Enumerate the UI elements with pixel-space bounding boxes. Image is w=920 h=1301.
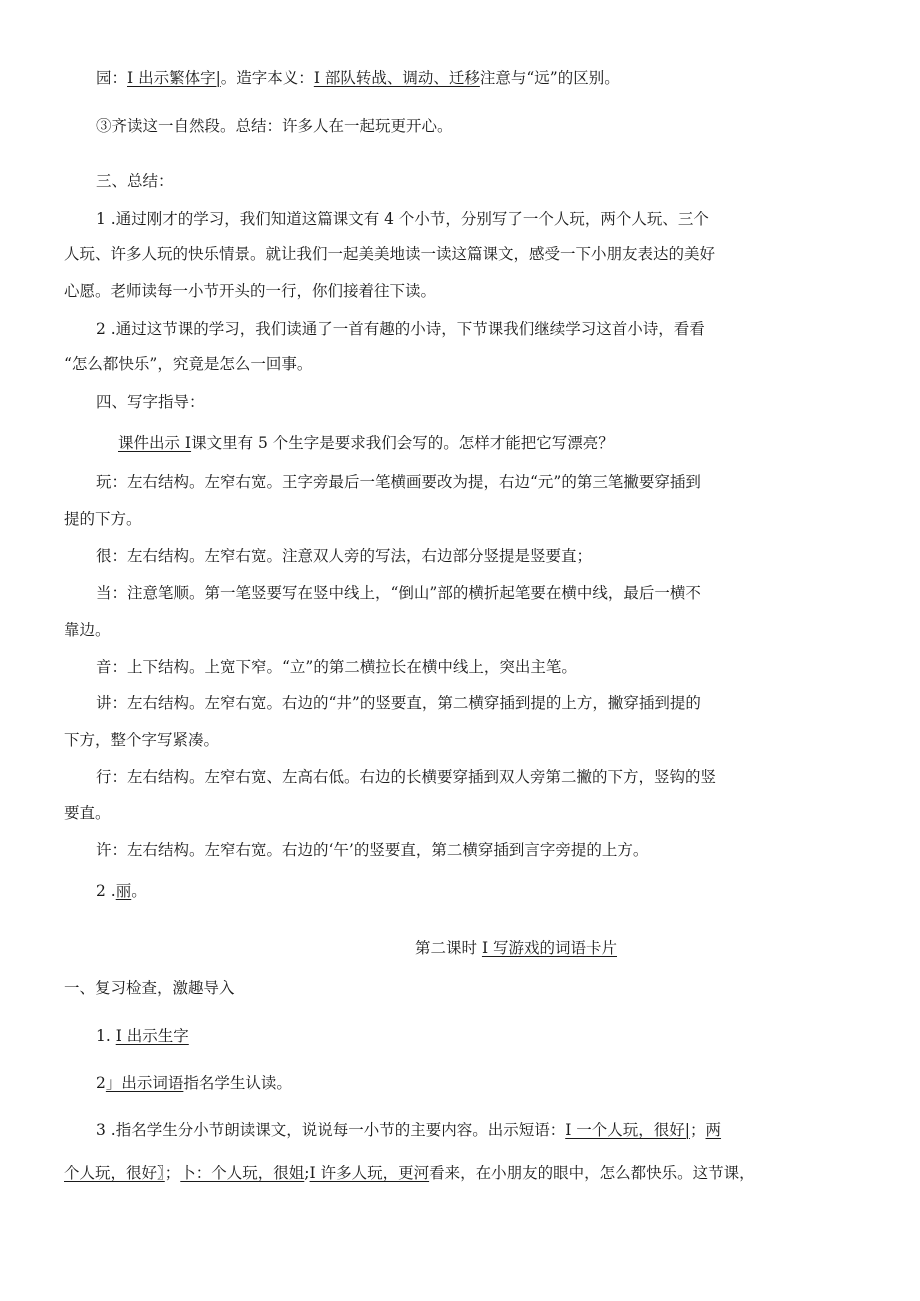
yuan-character-line [96,67,620,89]
courseware-link: I 一个人玩，很好| [565,1121,690,1139]
courseware-link: I 部队转战、调动、迁移 [313,69,480,87]
char-yin-line: 音：上下结构。上宽下窄。“立”的第二横拉长在横中线上，突出主笔。 [96,658,577,676]
courseware-link: I 出示繁体字| [127,69,221,87]
text: 1 .通过刚才的学习，我们知道这篇课文有 4 个小节，分别写了一个人玩，两个人玩、三个 [96,210,709,228]
courseware-link: 个人玩，很好〗 [64,1164,165,1182]
char-dang-line-2: 靠边。 [64,621,111,639]
char-wan-line-2: 提的下方。 [64,510,142,528]
courseware-line [118,432,614,454]
text: ； [164,1164,181,1182]
summary-2-line-2: “怎么都快乐”，究竟是怎么一回事。 [64,355,313,373]
writing-guidance-heading: 四、写字指导： [96,393,205,411]
courseware-link: 卜：个人玩，很姐 [180,1164,305,1182]
lesson-2-item-3-line-1 [96,1119,721,1141]
text: ; [304,1164,310,1182]
text: 注意与“远”的区别。 [479,69,620,87]
summary-2-line-1: 2 .通过这节课的学习，我们读通了一首有趣的小诗，下节课我们继续学习这首小诗，看看 [96,320,705,338]
courseware-link: I 出示生字 [115,1027,189,1045]
text: 2 [96,1074,106,1092]
char-wan-line-1: 玩：左右结构。左窄右宽。王字旁最后一笔横画要改为提，右边“元”的第三笔撇要穿插到 [96,473,701,491]
lesson-2-heading: 一、复习检查，激趣导入 [64,979,235,997]
courseware-link: 两 [705,1121,722,1139]
char-jiang-line-2: 下方，整个字写紧凑。 [64,731,220,749]
summary-1-line-3: 心愿。老师读每一小节开头的一行，你们接着往下读。 [64,282,437,300]
char-xing-line-2: 要直。 [64,804,111,822]
courseware-link: I 许多人玩，更河 [309,1164,430,1182]
lesson-2-item-2 [96,1072,292,1094]
text: 第二课时 [415,939,482,957]
text: 指名学生认读。 [183,1074,292,1092]
char-hen-line: 很：左右结构。左窄右宽。注意双人旁的写法，右边部分竖提是竖要直； [96,547,593,565]
text: 。 [131,882,147,900]
read-together-line: ③齐读这一自然段。总结：许多人在一起玩更开心。 [96,117,453,135]
courseware-link: 丽 [115,882,132,900]
text: 看来，在小朋友的眼中，怎么都快乐。这节课， [429,1164,755,1182]
summary-1-line-1 [96,208,784,230]
summary-1-line-2: 人玩、许多人玩的快乐情景。就让我们一起美美地读一读这篇课文，感受一下小朋友表达的美好 [64,245,716,263]
courseware-link: 」出示词语 [105,1074,184,1092]
li-line [96,880,147,902]
courseware-link: 课件出示 I [118,434,192,452]
lesson-2-item-3-line-2 [64,1162,755,1184]
char-xu-line: 许：左右结构。左窄右宽。右边的‘午’的竖要直，第二横穿插到言字旁提的上方。 [96,841,649,859]
text: 园： [96,69,128,87]
text: 3 .指名学生分小节朗读课文，说说每一小节的主要内容。出示短语： [96,1121,566,1139]
char-xing-line-1: 行：左右结构。左窄右宽、左高右低。右边的长横要穿插到双人旁第二撇的下方，竖钩的竖 [96,768,717,786]
courseware-link: I 写游戏的词语卡片 [481,939,617,957]
text: ； [690,1121,706,1139]
text: 。造字本义： [220,69,314,87]
text: 2 . [96,882,116,900]
char-dang-line-1: 当：注意笔顺。第一笔竖要写在竖中线上，“倒山”部的横折起笔要在横中线，最后一横不 [96,584,701,602]
text: 课文里有 5 个生字是要求我们会写的。怎样才能把它写漂亮？ [191,434,614,452]
text: 1. [96,1027,116,1045]
summary-heading: 三、总结： [96,172,174,190]
lesson-2-title [415,937,617,959]
lesson-2-item-1 [96,1025,189,1047]
char-jiang-line-1: 讲：左右结构。左窄右宽。右边的“井”的竖要直，第二横穿插到提的上方，撇穿插到提的 [96,694,701,712]
